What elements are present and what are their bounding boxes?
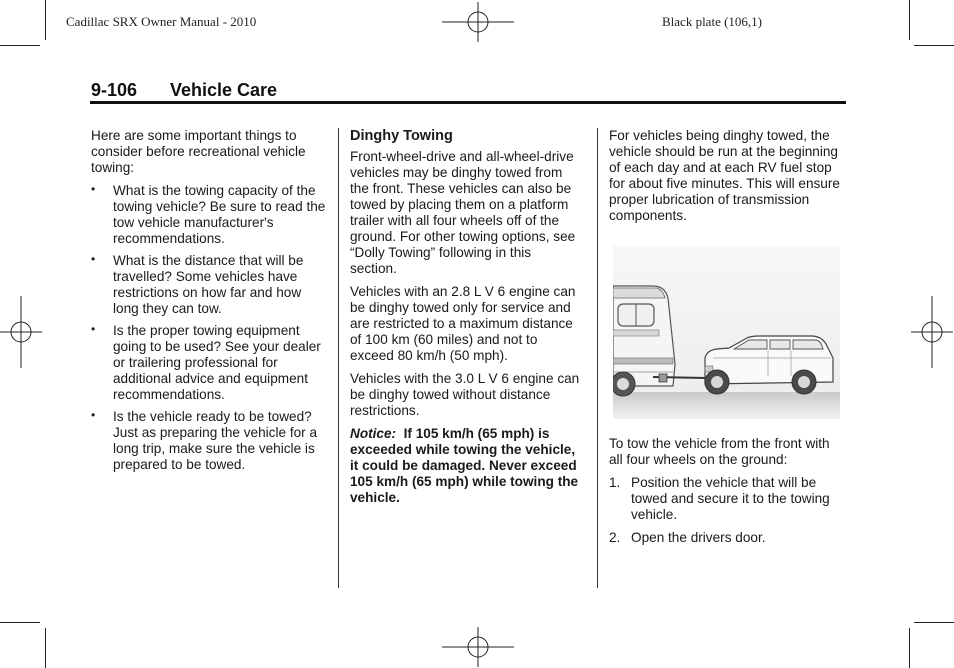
bullet-icon: • xyxy=(91,408,96,422)
list-item xyxy=(91,409,327,473)
crop-mark xyxy=(914,622,954,623)
bullet-icon: • xyxy=(91,322,96,336)
list-item-text: Is the proper towing equipment going to be used? See your dealer or trailering professional for additional advice and equipment recommendations. xyxy=(113,323,321,402)
column-1 xyxy=(91,128,327,479)
step-number: 2. xyxy=(609,530,621,545)
rv-dinghy-towing-suv-illustration xyxy=(613,246,840,419)
body-paragraph: Front-wheel-drive and all-wheel-drive vehicles may be dinghy towed from the front. These vehicles can also be towed by placing them on a platform trailer with all four wheels off of the ground. For other towing options, see “Dolly Towing” following in this section. xyxy=(350,149,576,276)
step-text: Open the drivers door. xyxy=(631,530,766,545)
body-paragraph: To tow the vehicle from the front with all four wheels on the ground: xyxy=(609,436,830,467)
crop-mark xyxy=(45,628,46,668)
bullet-icon: • xyxy=(91,252,96,266)
list-item-text: What is the distance that will be travelled? Some vehicles have restrictions on how far and how long they can tow. xyxy=(113,253,304,316)
page-number: 9-106 xyxy=(91,80,138,100)
column-3 xyxy=(609,128,845,231)
notice-paragraph xyxy=(350,426,580,506)
body-paragraph: Vehicles with the 3.0 L V 6 engine can be dinghy towed without distance restrictions. xyxy=(350,371,580,418)
list-item xyxy=(609,475,845,523)
plate-number: Black plate (106,1) xyxy=(662,14,762,29)
list-item xyxy=(91,183,327,247)
plate-title: Cadillac SRX Owner Manual - 2010 xyxy=(66,14,257,29)
registration-mark-icon xyxy=(442,627,514,667)
registration-mark-icon xyxy=(0,296,42,368)
list-item xyxy=(91,253,327,317)
list-item-text: What is the towing capacity of the towing vehicle? Be sure to read the tow vehicle manufacturer's recommendations. xyxy=(113,183,326,246)
step-text: Position the vehicle that will be towed and secure it to the towing vehicle. xyxy=(631,475,830,522)
registration-mark-icon xyxy=(442,2,514,42)
list-item-text: Is the vehicle ready to be towed? Just as preparing the vehicle for a long trip, make sure the vehicle is prepared to be towed. xyxy=(113,409,318,472)
registration-mark-icon xyxy=(911,296,953,368)
section-title: Vehicle Care xyxy=(170,80,278,100)
numbered-list xyxy=(609,475,845,546)
column-divider xyxy=(597,128,598,588)
crop-mark xyxy=(0,622,40,623)
crop-mark xyxy=(909,0,910,40)
intro-paragraph: Here are some important things to consider before recreational vehicle towing: xyxy=(91,128,306,175)
column-3-lower xyxy=(609,436,845,553)
bullet-list xyxy=(91,183,327,473)
notice-label: Notice: xyxy=(350,426,397,441)
column-divider xyxy=(338,128,339,588)
crop-mark xyxy=(0,45,40,46)
column-2 xyxy=(350,128,580,513)
list-item xyxy=(609,530,845,546)
page-heading xyxy=(91,80,277,101)
step-number: 1. xyxy=(609,475,621,490)
body-paragraph: For vehicles being dinghy towed, the vehicle should be run at the beginning of each day and at each RV fuel stop for about five minutes. This will ensure proper lubrication of transmission components. xyxy=(609,128,840,223)
crop-mark xyxy=(45,0,46,40)
notice-text: If 105 km/h (65 mph) is exceeded while towing the vehicle, it could be damaged. Never exceed 105 km/h (65 mph) while towing the vehicle. xyxy=(350,426,579,505)
crop-mark xyxy=(909,628,910,668)
subsection-heading: Dinghy Towing xyxy=(350,128,453,144)
heading-rule xyxy=(90,101,846,104)
body-paragraph: Vehicles with an 2.8 L V 6 engine can be dinghy towed only for service and are restricted to a maximum distance of 100 km (60 miles) and not to exceed 80 km/h (50 mph). xyxy=(350,284,576,363)
bullet-icon: • xyxy=(91,182,96,196)
crop-mark xyxy=(914,45,954,46)
list-item xyxy=(91,323,327,403)
